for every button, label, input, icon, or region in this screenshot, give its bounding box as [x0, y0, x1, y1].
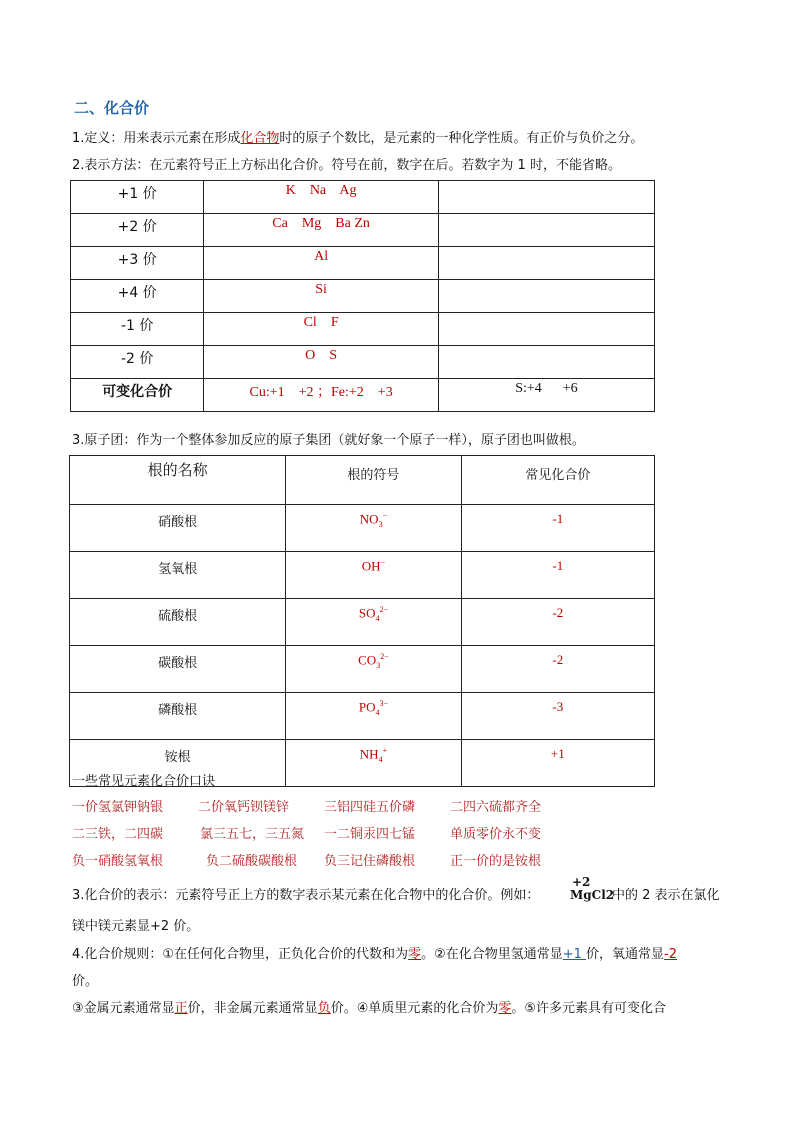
valence-label: +1 价 [71, 181, 204, 214]
radical-symbol-charge: − [380, 558, 386, 567]
radical-row [70, 646, 655, 693]
rhyme-phrase: 正一价的是铵根 [450, 854, 542, 869]
radical-symbol-subscript: 4 [375, 707, 380, 717]
rhyme-phrase: 负二硫酸碳酸根 [206, 854, 298, 869]
rules-line-2: 价。 [72, 974, 99, 989]
radical-symbol [286, 505, 461, 552]
rhyme-phrase: 一二铜汞四七锰 [324, 827, 416, 842]
definition-prefix: 1.定义：用来表示元素在形成 [72, 131, 241, 146]
rhyme-phrase: 一价氢氯钾钠银 [72, 800, 164, 815]
valence-row [71, 280, 655, 313]
radical-symbol-base: OH [361, 558, 381, 574]
rhyme-phrase: 单质零价永不变 [450, 827, 542, 842]
valence-elements: K Na Ag [204, 181, 438, 214]
valence-label: +2 价 [71, 214, 204, 247]
zero-answer-1: 零 [408, 947, 422, 962]
rules-text-6: 价。④单质里元素的化合价为 [330, 1001, 499, 1016]
radical-valence: -3 [461, 693, 654, 740]
method-line: 2.表示方法：在元素符号正上方标出化合价。符号在前，数字在后。若数字为 1 时，不能省略。 [72, 158, 621, 173]
oxygen-valence-answer: -2 [664, 947, 678, 962]
valence-row [71, 214, 655, 247]
radical-name: 磷酸根 [70, 693, 286, 740]
rules-text-5: 价，非金属元素通常显 [187, 1001, 318, 1016]
rules-line-1 [72, 943, 677, 962]
valence-elements: O S [204, 346, 438, 379]
radical-symbol [286, 646, 461, 693]
radical-symbol-charge: 2− [380, 652, 389, 661]
rhyme-phrase: 三铝四硅五价磷 [324, 800, 416, 815]
radical-intro: 3.原子团：作为一个整体参加反应的原子集团（就好象一个原子一样），原子团也叫做根。 [72, 433, 585, 448]
radical-name: 硝酸根 [70, 505, 286, 552]
radical-symbol [286, 552, 461, 599]
radical-symbol [286, 740, 461, 787]
rhyme-phrase: 氯三五七，三五氮 [200, 827, 305, 842]
header-valence: 常见化合价 [461, 456, 654, 505]
valence-elements: Cu:+1 +2 ；Fe:+2 +3 [204, 379, 438, 412]
hydrogen-valence-answer: +1 [562, 947, 587, 962]
valence-extra [438, 181, 654, 214]
radical-symbol-charge: + [382, 746, 388, 755]
formula-charge: +2 [572, 875, 591, 889]
rules-text-7: 。⑤许多元素具有可变化合 [511, 1001, 667, 1016]
valence-label: +3 价 [71, 247, 204, 280]
radical-symbol [286, 599, 461, 646]
radical-symbol-subscript: 3 [376, 660, 381, 670]
expression-suffix: 中的 2 表示在氯化 [612, 888, 720, 903]
expression-line-2: 镁中镁元素显+2 价。 [72, 919, 200, 934]
compound-term: 化合物 [240, 131, 280, 146]
rhyme-phrase: 负三记住磷酸根 [324, 854, 416, 869]
valence-extra [438, 214, 654, 247]
metal-valence-answer: 正 [174, 1001, 188, 1016]
valence-label: -1 价 [71, 313, 204, 346]
valence-extra [438, 313, 654, 346]
rules-text-2: 。②在化合物里氢通常显 [421, 947, 563, 962]
radical-symbol-charge: 3− [379, 699, 388, 708]
radical-row [70, 599, 655, 646]
valence-label: -2 价 [71, 346, 204, 379]
valence-elements: Ca Mg Ba Zn [204, 214, 438, 247]
valence-row [71, 313, 655, 346]
rhyme-phrase: 二价氧钙钡镁锌 [198, 800, 290, 815]
valence-extra [438, 346, 654, 379]
radical-row [70, 505, 655, 552]
radical-symbol-charge: 2− [379, 605, 388, 614]
radical-valence: -1 [461, 505, 654, 552]
radical-name: 硫酸根 [70, 599, 286, 646]
valence-row [71, 181, 655, 214]
valence-extra [438, 280, 654, 313]
radical-symbol-base: CO [358, 652, 377, 668]
formula-text: MgCl2 [570, 888, 615, 902]
radical-symbol-base: PO [358, 699, 376, 715]
radical-table-header [70, 456, 655, 505]
radical-valence: -2 [461, 646, 654, 693]
header-name: 根的名称 [70, 456, 286, 505]
radical-valence: +1 [461, 740, 654, 787]
radical-symbol-charge: − [382, 511, 388, 520]
mgcl2-formula [570, 876, 614, 902]
radical-symbol-subscript: 4 [375, 613, 380, 623]
radical-symbol-subscript: 4 [378, 754, 383, 764]
radical-symbol-base: SO [358, 605, 376, 621]
expression-line-1 [72, 884, 539, 903]
section-title: 二、化合价 [74, 99, 150, 117]
valence-extra: S:+4 +6 [438, 379, 654, 412]
radical-symbol [286, 693, 461, 740]
definition-line [72, 127, 643, 146]
valence-label: +4 价 [71, 280, 204, 313]
valence-elements: Si [204, 280, 438, 313]
nonmetal-valence-answer: 负 [317, 1001, 331, 1016]
radical-row [70, 552, 655, 599]
radical-valence: -1 [461, 552, 654, 599]
rhyme-title: 一些常见元素化合价口诀 [72, 774, 216, 789]
rules-text-4: ③金属元素通常显 [72, 1001, 175, 1016]
rules-text-1: 4.化合价规则：①在任何化合物里，正负化合价的代数和为 [72, 947, 409, 962]
valence-row [71, 346, 655, 379]
radical-name: 铵根 [70, 740, 286, 787]
radical-symbol-subscript: 3 [378, 519, 383, 529]
zero-answer-2: 零 [498, 1001, 512, 1016]
radical-valence: -2 [461, 599, 654, 646]
expression-prefix: 3.化合价的表示：元素符号正上方的数字表示某元素在化合物中的化合价。例如： [72, 888, 540, 903]
valence-elements: Cl F [204, 313, 438, 346]
definition-suffix: 时的原子个数比，是元素的一种化学性质。有正价与负价之分。 [279, 131, 644, 146]
valence-label: 可变化合价 [71, 379, 204, 412]
rhyme-phrase: 二三铁，二四碳 [72, 827, 164, 842]
rules-text-3: 价，氧通常显 [586, 947, 665, 962]
valence-row [71, 379, 655, 412]
valence-extra [438, 247, 654, 280]
rhyme-phrase: 二四六硫都齐全 [450, 800, 542, 815]
radical-row [70, 693, 655, 740]
rules-line-3 [72, 997, 666, 1016]
radical-name: 碳酸根 [70, 646, 286, 693]
valence-row [71, 247, 655, 280]
radical-symbol-base: NH [359, 746, 379, 762]
radical-name: 氢氧根 [70, 552, 286, 599]
valence-table [70, 180, 655, 412]
radical-table [69, 455, 655, 787]
valence-elements: Al [204, 247, 438, 280]
rhyme-phrase: 负一硝酸氢氧根 [72, 854, 164, 869]
header-symbol: 根的符号 [286, 456, 461, 505]
radical-symbol-base: NO [359, 511, 379, 527]
